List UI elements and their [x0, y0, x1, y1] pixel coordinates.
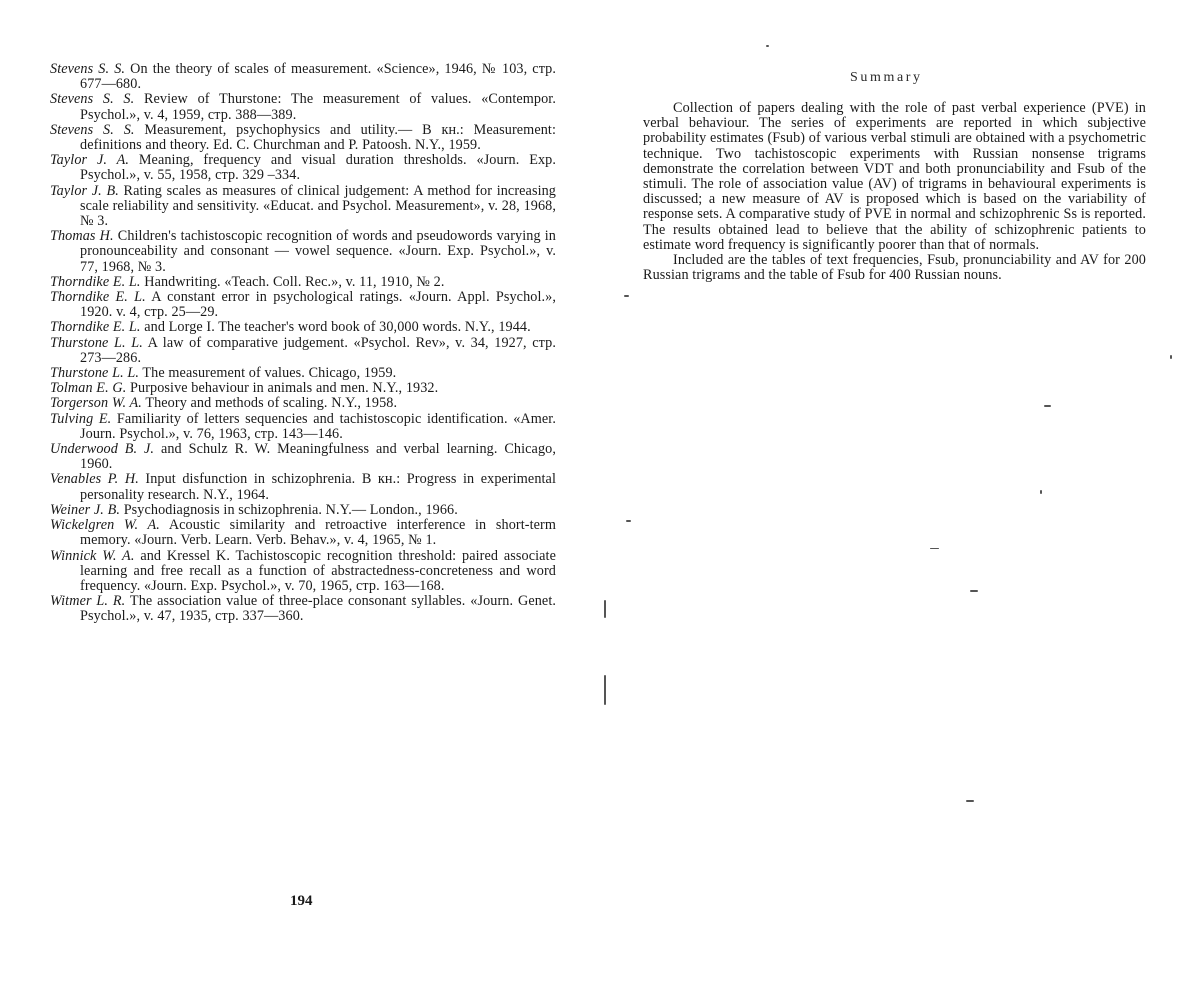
reference-author: Witmer L. R. [50, 593, 126, 610]
reference-author: Taylor J. B. [50, 182, 119, 199]
reference-text: and Schulz R. W. Meaningfulness and verbal learning. Chicago, 1960. [80, 441, 556, 473]
reference-text: On the theory of scales of measurement. «Science», 1946, № 103, стр. 677—680. [80, 61, 557, 93]
scan-speck [966, 800, 974, 802]
scan-speck [970, 590, 978, 592]
scan-speck [1040, 490, 1042, 494]
reference-text: Meaning, frequency and visual duration thresholds. «Journ. Exp. Psychol.», v. 55, 1958, стр. 329 –334. [80, 152, 556, 184]
summary-body [643, 101, 1146, 283]
reference-author: Taylor J. A. [50, 152, 129, 169]
reference-text: and Lorge I. The teacher's word book of 30,000 words. N.Y., 1944. [144, 319, 531, 336]
reference-entry [50, 123, 556, 153]
reference-entry [50, 290, 556, 320]
reference-entry [50, 472, 556, 502]
reference-author: Stevens S. S. [50, 121, 135, 138]
reference-entry [50, 320, 556, 335]
reference-entry [50, 336, 556, 366]
reference-text: Familiarity of letters sequencies and tachistoscopic identification. «Amer. Journ. Psychol.», v. 76, 1963, стр. 143—146. [80, 410, 556, 442]
scan-speck [1044, 405, 1051, 407]
scan-speck [626, 520, 631, 522]
reference-author: Underwood B. J. [50, 441, 155, 458]
reference-author: Thurstone L. L. [50, 365, 140, 382]
scan-speck [766, 45, 769, 47]
reference-entry [50, 153, 556, 183]
reference-text: Measurement, psychophysics and utility.— В кн.: Measurement: definitions and theory. Ed. C. Churchman and P. Patoosh. N.Y., 1959. [80, 121, 556, 154]
summary-paragraph: Collection of papers dealing with the role of past verbal experience (PVE) in verbal behaviour. The series of experiments are reported in which subjective probability estimates (Fsub) of various verbal stimuli are obtained with a psychometric technique. Two tachistoscopic experiments with Russian nonsense trigrams demonstrate the correlation between VDT and both pronunciability and Fsub of the stimuli. The role of association value (AV) of trigrams in behavioural experiments is discussed; a new measure of AV is proposed which is based on the variability of response sets. A comparative study of PVE in normal and schizophrenic Ss is reported. The results obtained lead to believe that the ability of schizophrenic patients to estimate word frequency is significantly poorer than that of normals. [643, 100, 1146, 253]
reference-entry [50, 92, 556, 122]
reference-text: Rating scales as measures of clinical judgement: A method for increasing scale reliability and sensitivity. «Educat. and Psychol. Measurement», v. 28, 1968, № 3. [80, 182, 556, 230]
reference-text: and Kressel K. Tachistoscopic recognition threshold: paired associate learning and free recall as a function of abstractedness-concreteness and word frequency. «Journ. Exp. Psychol.», v. 70, 1965, стр. 163—168. [80, 547, 556, 594]
reference-author: Torgerson W. A. [50, 395, 142, 412]
reference-author: Stevens S. S. [50, 61, 126, 77]
reference-list [50, 62, 556, 625]
summary-paragraph: Included are the tables of text frequencies, Fsub, pronunciability and AV for 200 Russian trigrams and the table of Fsub for 400 Russian nouns. [643, 252, 1146, 284]
reference-text: Acoustic similarity and retroactive interference in short-term memory. «Journ. Verb. Learn. Verb. Behav.», v. 4, 1965, № 1. [80, 517, 556, 549]
reference-author: Thorndike E. L. [50, 319, 141, 336]
scan-speck [930, 548, 939, 549]
reference-text: A law of comparative judgement. «Psychol. Rev», v. 34, 1927, стр. 273—286. [80, 334, 556, 366]
reference-entry [50, 518, 556, 548]
scan-speck [604, 600, 606, 618]
reference-text: The measurement of values. Chicago, 1959. [142, 365, 397, 382]
reference-entry [50, 381, 556, 396]
page-number: 194 [290, 893, 313, 909]
scan-speck [604, 675, 606, 705]
reference-entry [50, 549, 556, 595]
reference-text: Theory and methods of scaling. N.Y., 1958. [145, 395, 398, 412]
reference-entry [50, 62, 556, 92]
reference-entry [50, 412, 556, 442]
reference-author: Stevens S. S. [50, 91, 135, 108]
reference-text: Input disfunction in schizophrenia. В кн.: Progress in experimental personality research. N.Y., 1964. [80, 471, 557, 503]
reference-author: Tulving E. [50, 410, 112, 427]
reference-entry [50, 366, 556, 381]
reference-author: Thorndike E. L. [50, 289, 146, 306]
reference-entry [50, 594, 556, 624]
reference-author: Thurstone L. L. [50, 334, 143, 351]
reference-text: A constant error in psychological ratings. «Journ. Appl. Psychol.», 1920. v. 4, стр. 25—29. [80, 289, 556, 321]
reference-entry [50, 396, 556, 411]
reference-entry [50, 184, 556, 230]
reference-entry [50, 503, 556, 518]
reference-entry [50, 229, 556, 275]
scan-speck [1170, 355, 1172, 359]
reference-text: Psychodiagnosis in schizophrenia. N.Y.— London., 1966. [123, 501, 458, 518]
summary-title: Summary [850, 70, 923, 85]
reference-author: Venables P. H. [50, 471, 139, 488]
reference-author: Weiner J. B. [50, 501, 121, 518]
reference-author: Thorndike E. L. [50, 273, 141, 290]
reference-text: Handwriting. «Teach. Coll. Rec.», v. 11, 1910, № 2. [144, 273, 445, 290]
reference-author: Winnick W. A. [50, 547, 135, 564]
right-page [600, 0, 1200, 983]
reference-author: Tolman E. G. [50, 380, 127, 397]
reference-entry [50, 275, 556, 290]
reference-text: Children's tachistoscopic recognition of words and pseudowords varying in pronounceability and consonant — vowel sequence. «Journ. Exp. Psychol.», v. 77, 1968, № 3. [80, 228, 556, 275]
reference-text: Purposive behaviour in animals and men. N.Y., 1932. [130, 380, 439, 397]
reference-text: Review of Thurstone: The measurement of values. «Contempor. Psychol.», v. 4, 1959, стр. 388—389. [80, 91, 556, 123]
reference-author: Wickelgren W. A. [50, 517, 160, 534]
reference-text: The association value of three-place consonant syllables. «Journ. Genet. Psychol.», v. 47, 1935, стр. 337—360. [80, 593, 557, 625]
reference-author: Thomas H. [50, 228, 114, 245]
scan-speck [624, 295, 629, 297]
reference-entry [50, 442, 556, 472]
